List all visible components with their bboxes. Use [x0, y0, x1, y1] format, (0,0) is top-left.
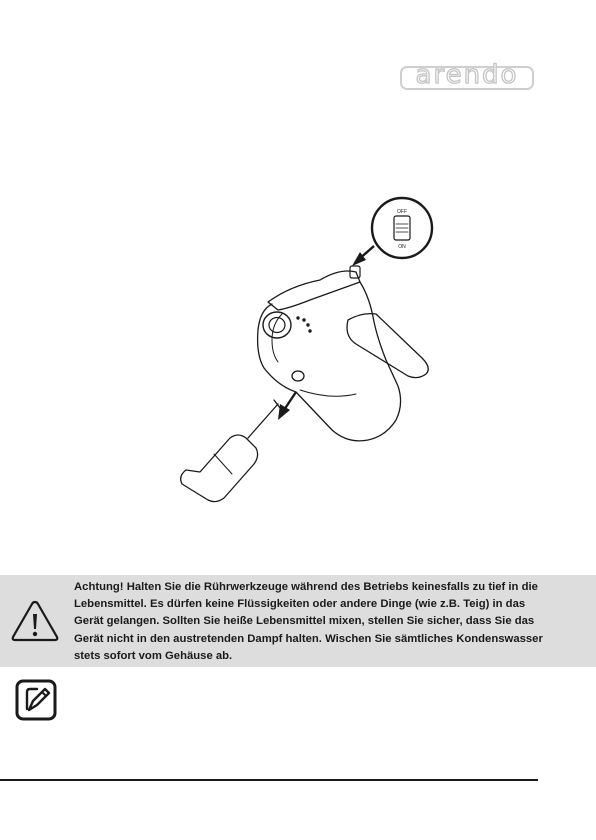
- brand-logo: [400, 60, 534, 90]
- beater-paddle: [181, 435, 258, 502]
- beater-socket: [292, 371, 304, 381]
- note-pencil-icon: [15, 679, 57, 721]
- mixer-grip: [347, 314, 428, 378]
- beater-shaft: [248, 404, 278, 438]
- logo-text: arendo: [415, 60, 519, 90]
- mixer-handle: [268, 271, 360, 310]
- warning-triangle-icon: [10, 599, 60, 643]
- page-footer-rule: [0, 779, 538, 781]
- beater-removal-arrow-line: [284, 392, 296, 410]
- mixer-dial: [263, 312, 291, 338]
- hand-mixer-illustration: [160, 190, 460, 520]
- switch-label-on: ON: [398, 244, 406, 250]
- beater-removal-arrow-head: [278, 404, 290, 420]
- warning-box: [0, 575, 596, 667]
- warning-text: Achtung! Halten Sie die Rührwerkzeuge während des Betriebs keinesfalls zu tief in die Lebensmittel. Es dürfen keine Flüssigkeiten oder andere Dinge (wie z.B. Teig) in das Gerät gelangen. Sollten Sie heiße Lebensmittel mixen, stellen Sie sicher, dass Sie das Gerät nicht in den austretenden Dampf halten. Wischen Sie sämtliches Kondenswasser stets sofort vom Gehäuse ab.: [74, 581, 543, 662]
- switch-label-off: OFF: [397, 209, 407, 215]
